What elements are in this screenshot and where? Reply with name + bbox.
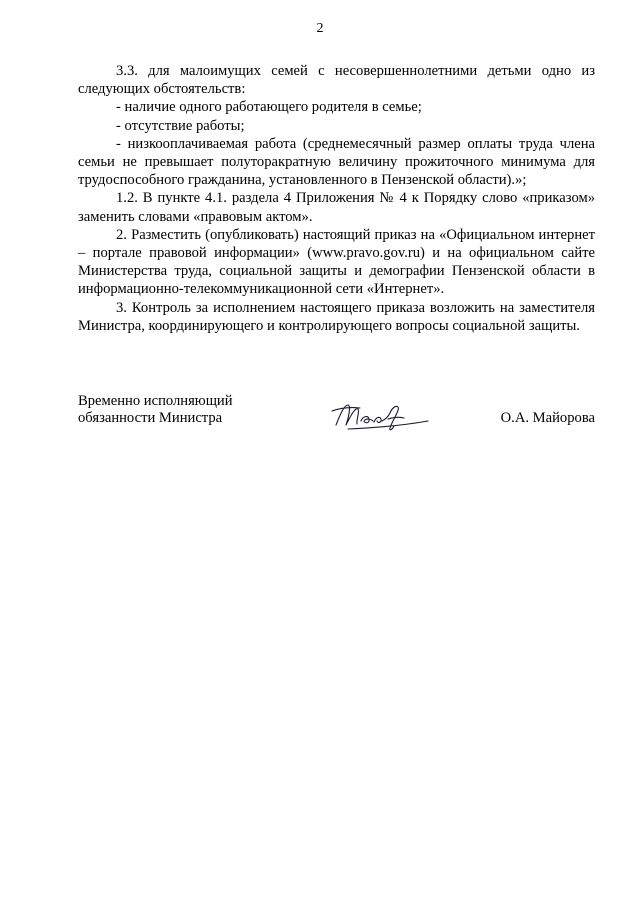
paragraph-3-3: 3.3. для малоимущих семей с несовершеннолетними детьми одно из следующих обстоятельств: bbox=[78, 63, 595, 98]
signer-title-line2: обязанности Министра bbox=[78, 410, 223, 426]
signer-title-line1: Временно исполняющий bbox=[78, 393, 233, 409]
signature-block bbox=[78, 393, 595, 433]
paragraph-working-parent: - наличие одного работающего родителя в семье; bbox=[116, 99, 422, 116]
paragraph-2-publish: 2. Разместить (опубликовать) настоящий приказ на «Официальном интернет – портале правовой информации» (www.pravo.gov.ru) и на официальном сайте Министерства труда, социальной защиты и демографии Пензенской области в информационно-телекоммуникационной сети «Интернет». bbox=[78, 226, 595, 298]
paragraph-3-control: 3. Контроль за исполнением настоящего приказа возложить на заместителя Министра, координирующего и контролирующего вопросы социальной защиты. bbox=[78, 299, 595, 334]
document-body bbox=[78, 62, 595, 335]
paragraph-no-work: - отсутствие работы; bbox=[116, 117, 245, 134]
signer-name: О.А. Майорова bbox=[500, 410, 595, 426]
signer-title bbox=[78, 393, 233, 427]
paragraph-low-pay: - низкооплачиваемая работа (среднемесячный размер оплаты труда члена семьи не превышает полуторакратную величину прожиточного минимума для трудоспособного гражданина, установленного в Пензенской области).»; bbox=[78, 135, 595, 189]
page-number: 2 bbox=[316, 21, 324, 36]
handwritten-signature bbox=[330, 397, 430, 433]
paragraph-1-2: 1.2. В пункте 4.1. раздела 4 Приложения № 4 к Порядку слово «приказом» заменить словами «правовым актом». bbox=[78, 190, 595, 225]
